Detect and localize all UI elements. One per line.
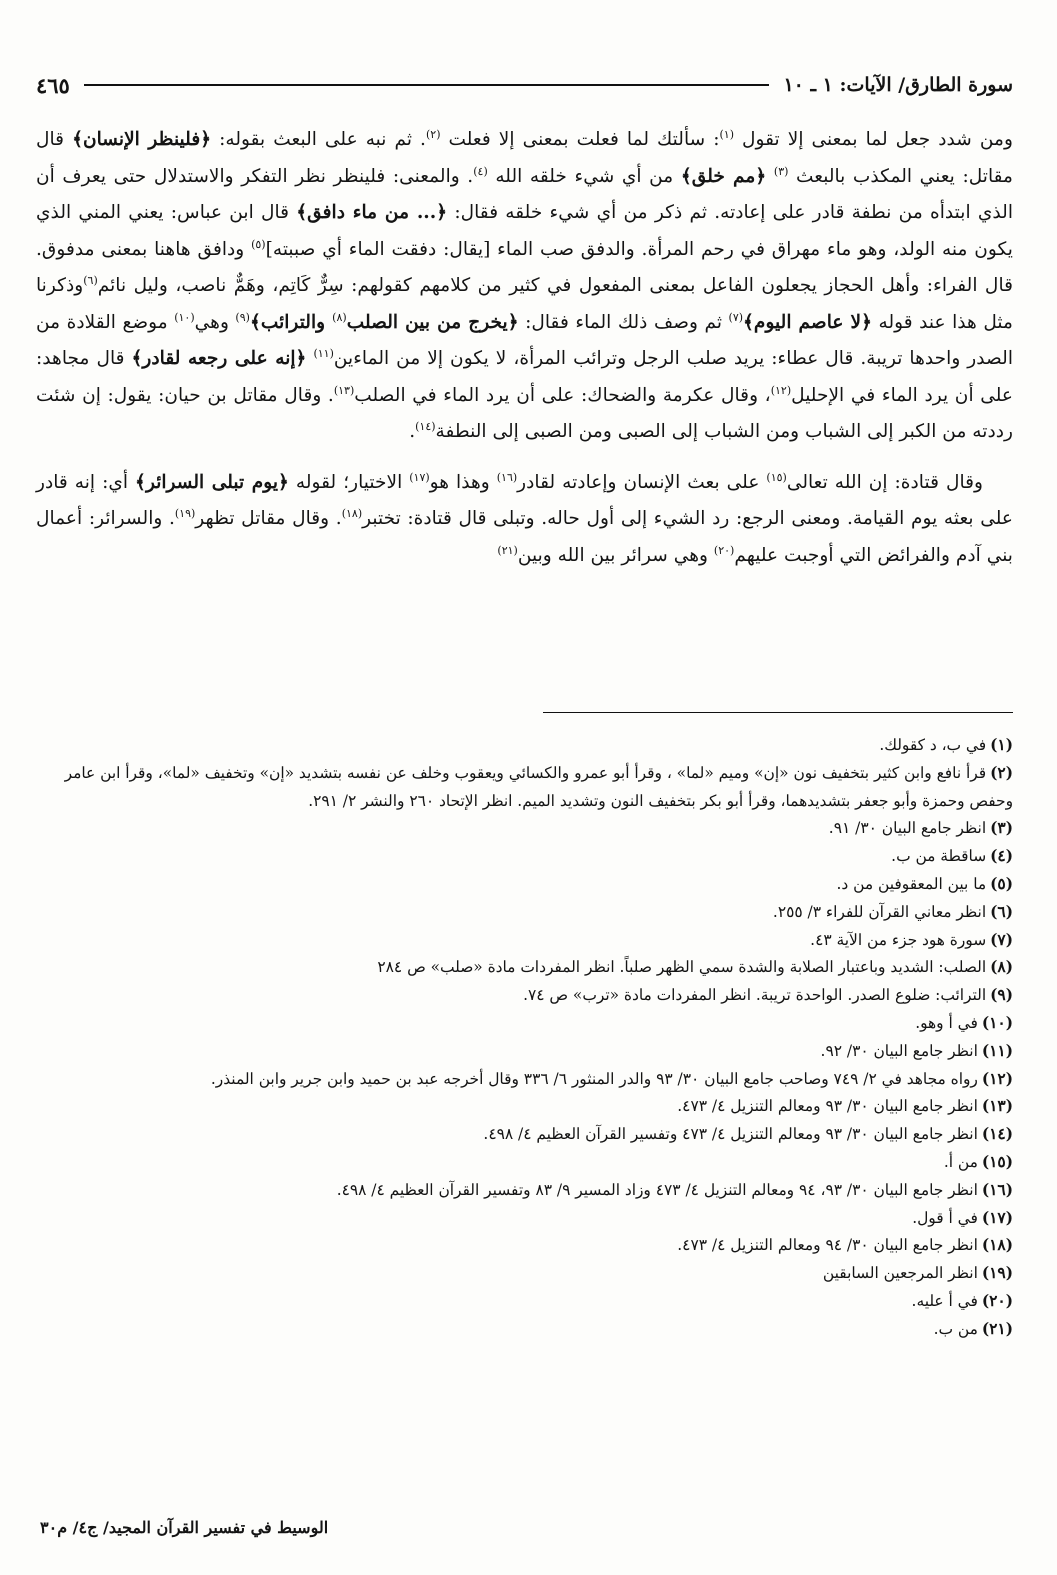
footnote-ref[interactable]: (١٨) [341, 506, 363, 520]
footnote-text: انظر جامع البيان ٣٠/ ٩٣ ومعالم التنزيل ٤/ ٤٧٣ وتفسير القرآن العظيم ٤/ ٤٩٨. [483, 1125, 978, 1144]
footnote-number: (٩) [990, 986, 1013, 1005]
footnote-item [36, 1010, 1013, 1038]
footnote-text: في أ عليه. [911, 1291, 978, 1310]
footnote-text: انظر جامع البيان ٣٠/ ٩٢. [820, 1041, 978, 1060]
footnote-item [36, 843, 1013, 871]
footnote-number: (١٠) [981, 1013, 1013, 1032]
footnote-number: (٧) [990, 930, 1013, 949]
text-run: قال مجاهد: على أن يرد الماء في الإحليل [36, 348, 1013, 406]
footnote-text: انظر جامع البيان ٣٠/ ٩٣، ٩٤ ومعالم التنزيل ٤/ ٤٧٣ وزاد المسير ٩/ ٨٣ وتفسير القرآن العظيم ٤/ ٤٩٨. [336, 1180, 978, 1199]
footnote-number: (١) [990, 736, 1013, 754]
footnote-number: (١٦) [981, 1180, 1013, 1199]
running-title: سورة الطارق/ الآيات: ١ ـ ١٠ [783, 74, 1013, 96]
footnote-ref[interactable]: (٣) [773, 164, 789, 178]
footnote-item [36, 899, 1013, 927]
footnote-number: (١٥) [981, 1152, 1013, 1171]
text-run: . والسرائر: أعمال بني آدم والفرائض التي أوجبت عليهم [36, 508, 1013, 566]
footnote-number: (١٨) [981, 1236, 1013, 1255]
footnote-item [36, 954, 1013, 982]
text-run: قال مقاتل: يعني المكذب بالبعث [36, 129, 1013, 187]
footnote-item [36, 1177, 1013, 1205]
quran-quote: ﴿فلينظر الإنسان﴾ [72, 129, 212, 150]
footnote-number: (١٢) [981, 1069, 1013, 1088]
paragraph-2 [36, 465, 1013, 575]
footnotes [36, 732, 1013, 1344]
footnote-text: انظر جامع البيان ٣٠/ ٩١. [828, 819, 987, 838]
text-run: . ثم نبه على البعث بقوله: [211, 129, 426, 150]
text-run: وهذا هو [429, 471, 497, 493]
footnote-ref[interactable]: (٢١) [497, 543, 518, 557]
footnote-item [36, 1316, 1013, 1344]
quran-quote: ﴿يوم تبلى السرائر﴾ [135, 471, 289, 493]
quran-quote: ﴿يخرج من بين الصلب [346, 311, 519, 333]
text-run: ودافق هاهنا بمعنى مدفوق. قال الفراء: وأهل الحجاز يجعلون الفاعل بمعنى المفعول في كثير من كلامهم كقولهم: سِرٌّ كَاتِم، وهَمٌّ ناصب، وليل نائم [36, 238, 1013, 296]
footnote-ref[interactable]: (١٤) [415, 419, 436, 433]
footnote-ref[interactable]: (١٢) [770, 383, 792, 397]
quran-quote: والترائب﴾ [249, 311, 333, 333]
text-run: وهي سرائر بين الله وبين [517, 544, 714, 566]
footnote-number: (١٧) [981, 1208, 1013, 1227]
main-text [36, 122, 1013, 574]
footnote-ref[interactable]: (١٦) [496, 470, 518, 484]
quran-quote: ﴿... من ماء دافق﴾ [296, 202, 448, 223]
text-run: . [409, 421, 416, 442]
footnote-item [36, 871, 1013, 899]
footnote-item [36, 1288, 1013, 1316]
text-run: قال ابن عباس: يعني المني الذي يكون منه الولد، وهو ماء مهراق في رحم المرأة. والدفق صب الماء [يقال: دفقت الماء أي صببته] [36, 202, 1013, 260]
footnote-number: (٦) [990, 902, 1013, 921]
footnote-text: انظر معاني القرآن للفراء ٣/ ٢٥٥. [772, 902, 987, 921]
footnote-text: انظر المرجعين السابقين [822, 1264, 978, 1283]
footnote-ref[interactable]: (١) [719, 127, 735, 141]
footnote-ref[interactable]: (١٧) [409, 470, 430, 484]
footnote-text: من ب. [933, 1319, 978, 1338]
text-run: . وقال مقاتل بن حيان: يقول: إن شئت رددته من الكبر إلى الشباب ومن الشباب إلى الصبى ومن الصبى إلى النطفة [36, 384, 1013, 442]
text-run: الاختيار؛ لقوله [288, 471, 410, 493]
footnote-ref[interactable]: (٤) [473, 164, 488, 178]
quran-quote: ﴿مم خلق﴾ [680, 165, 767, 187]
footnote-ref[interactable]: (١٩) [174, 506, 196, 520]
text-run: : سألتك لما فعلت بمعنى إلا فعلت [440, 129, 720, 150]
footnote-text: رواه مجاهد في ٢/ ٧٤٩ وصاحب جامع البيان ٣٠/ ٩٣ والدر المنثور ٦/ ٣٣٦ وقال أخرجه عبد بن حميد وابن جرير وابن المنذر. [210, 1069, 978, 1088]
footnote-ref[interactable]: (١٠) [174, 310, 195, 324]
quran-quote: ﴿لا عاصم اليوم﴾ [743, 311, 873, 333]
footnote-item [36, 982, 1013, 1010]
footnote-text: من أ. [943, 1152, 978, 1171]
footnote-number: (٢١) [981, 1319, 1013, 1338]
footnote-number: (٥) [990, 874, 1013, 893]
text-run: وهي [194, 311, 236, 333]
footnote-number: (٨) [990, 958, 1013, 977]
footnote-ref[interactable]: (١٣) [333, 383, 355, 397]
footnote-text: قرأ نافع وابن كثير بتخفيف نون «إن» وميم «لما» ، وقرأ أبو عمرو والكسائي ويعقوب وخلف عن نفسه بتشديد «إن» وتخفيف «لما»، وقرأ ابن عامر وحفص وحمزة وأبو جعفر بتشديدهما، وقرأ أبو بكر بتخفيف النون وتشديد الميم. انظر الإتحاد ٢٦٠ والنشر ٢/ ٢٩١. [64, 763, 1013, 810]
footnote-ref[interactable]: (١٥) [766, 470, 787, 484]
page-number: ٤٦٥ [36, 72, 70, 98]
footnote-text: في أ وهو. [915, 1013, 978, 1032]
text-run: موضع القلادة من الصدر واحدها تريبة. قال عطاء: يريد صلب الرجل وترائب المرأة، لا يكون إلا من الماءين [36, 311, 1013, 369]
footnote-number: (٣) [990, 819, 1013, 838]
page-footer [40, 1518, 328, 1537]
footnote-item [36, 1066, 1013, 1094]
paragraph-1 [36, 122, 1013, 451]
footnote-ref[interactable]: (٧) [728, 310, 744, 324]
text-run: على بعث الإنسان وإعادته لقادر [517, 471, 767, 493]
footnote-number: (٢٠) [981, 1291, 1013, 1310]
text-run: ومن شدد جعل لما بمعنى إلا تقول [734, 129, 1013, 150]
footnote-item [36, 815, 1013, 843]
footnote-ref[interactable]: (٩) [235, 310, 250, 324]
footnote-ref[interactable]: (٨) [332, 310, 347, 324]
footnote-number: (٤) [990, 847, 1013, 866]
footnote-item [36, 1232, 1013, 1260]
footnote-text: ما بين المعقوفين من د. [836, 874, 987, 893]
text-run [766, 166, 774, 187]
footnote-number: (١٩) [981, 1264, 1013, 1283]
footnote-item [36, 760, 1013, 816]
footnote-item [36, 1149, 1013, 1177]
footnote-ref[interactable]: (٢٠) [713, 543, 735, 557]
footnote-text: في أ قول. [912, 1208, 978, 1227]
footnote-text: في ب، د كقولك. [879, 736, 987, 754]
footnote-item [36, 1093, 1013, 1121]
footnote-ref[interactable]: (١١) [313, 346, 334, 360]
footnote-item [36, 1205, 1013, 1233]
page-header [36, 68, 1013, 102]
text-run: من أي شيء خلقه الله [487, 165, 681, 187]
footnote-text: الترائب: ضلوع الصدر. الواحدة تريبة. انظر المفردات مادة «ترب» ص ٧٤. [523, 986, 987, 1005]
printer-signature: الوسيط في تفسير القرآن المجيد/ ج٤/ م٣٠ [40, 1518, 329, 1537]
header-rule [84, 84, 770, 86]
text-run: أي: إنه قادر على بعثه يوم القيامة. ومعنى الرجع: رد الشيء إلى أول حاله. وتبلى قال قتادة: تختبر [36, 471, 1013, 529]
footnote-item [36, 1038, 1013, 1066]
text-run: ، وقال عكرمة والضحاك: على أن يرد الماء في الصلب [354, 384, 771, 406]
footnote-separator [543, 712, 1013, 713]
footnote-ref[interactable]: (٢) [425, 127, 441, 141]
footnote-item [36, 1260, 1013, 1288]
footnote-number: (١٣) [981, 1097, 1013, 1116]
footnote-number: (٢) [990, 763, 1013, 782]
footnote-item [36, 1121, 1013, 1149]
footnote-number: (١٤) [981, 1125, 1013, 1144]
footnote-ref[interactable]: (٥) [251, 237, 266, 251]
footnote-number: (١١) [981, 1041, 1013, 1060]
quran-quote: ﴿إنه على رجعه لقادر﴾ [131, 348, 307, 369]
text-run: . والمعنى: فلينظر نظر التفكر والاستدلال حتى يعرف أن الذي ابتدأه من نطفة قادر على إعادته. ثم ذكر من أي شيء خلقه فقال: [36, 165, 1013, 223]
footnote-text: سورة هود جزء من الآية ٤٣. [810, 930, 987, 949]
footnote-text: انظر جامع البيان ٣٠/ ٩٤ ومعالم التنزيل ٤/ ٤٧٣. [677, 1236, 978, 1255]
text-run: وقال قتادة: إن الله تعالى [786, 471, 983, 493]
text-run: ثم وصف ذلك الماء فقال: [518, 311, 729, 333]
text-run: وذكرنا مثل هذا عند قوله [36, 275, 1013, 333]
footnote-text: ساقطة من ب. [891, 847, 987, 866]
footnote-item [36, 732, 1013, 760]
footnote-text: انظر جامع البيان ٣٠/ ٩٣ ومعالم التنزيل ٤/ ٤٧٣. [677, 1097, 978, 1116]
footnote-text: الصلب: الشديد وباعتبار الصلابة والشدة سمي الظهر صلباً. انظر المفردات مادة «صلب» ص ٢٨٤ [377, 958, 987, 977]
footnote-ref[interactable]: (٦) [83, 273, 98, 287]
footnote-item [36, 927, 1013, 955]
text-run: . وقال مقاتل تظهر [195, 508, 342, 529]
